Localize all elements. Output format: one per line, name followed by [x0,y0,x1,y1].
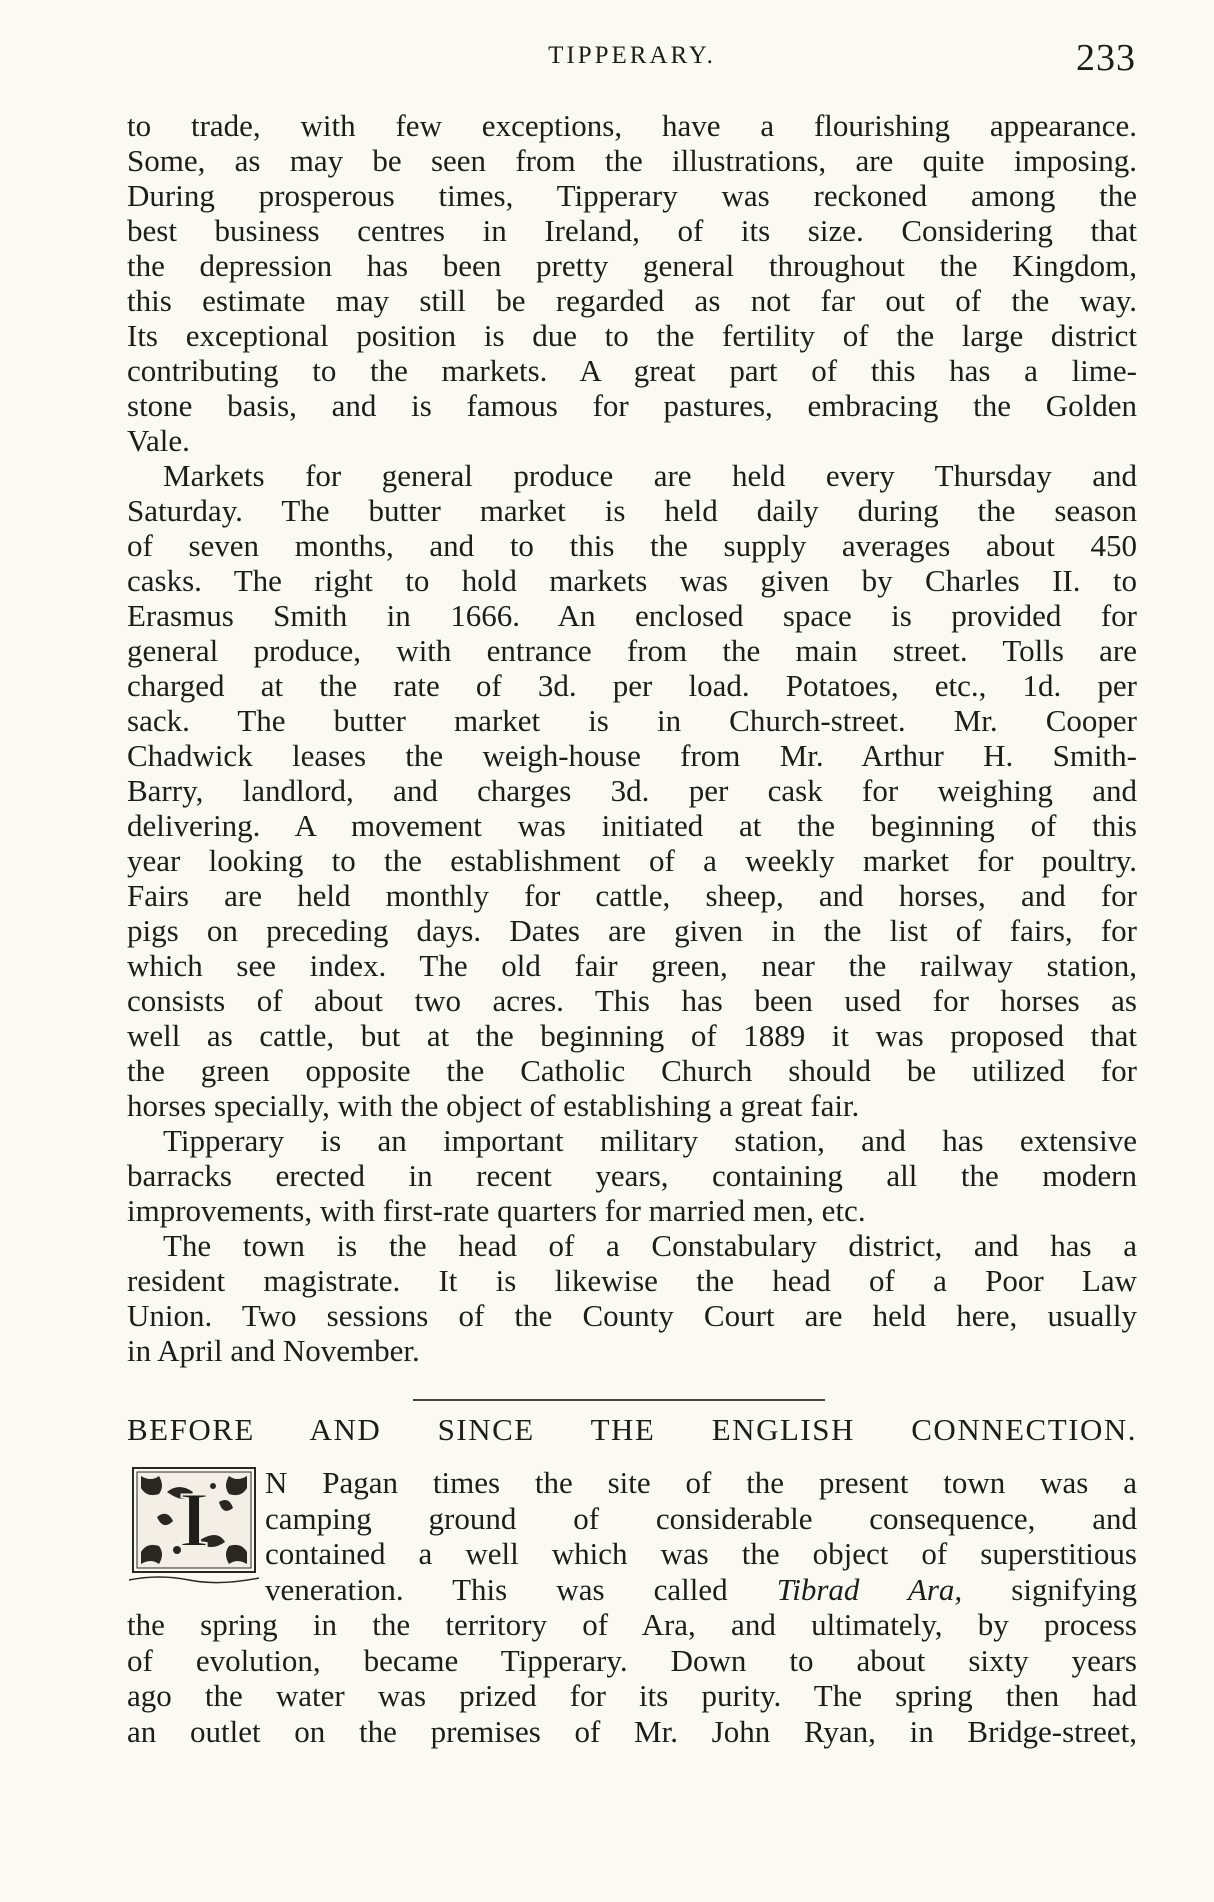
text-line: improvements, with first-rate quarters for married men, etc. [127,1193,866,1228]
text-line: contributing to the markets. A great part of this has a lime- [127,353,1137,388]
page-number: 233 [1076,37,1136,79]
text-line: Chadwick leases the weigh-house from Mr. Arthur H. Smith- [127,738,1137,773]
text-line: sack. The butter market is in Church-street. Mr. Cooper [127,703,1137,738]
text-line: Its exceptional position is due to the fertility of the large district [127,318,1137,353]
text-line: Erasmus Smith in 1666. An enclosed space is provided for [127,598,1137,633]
text-line: Some, as may be seen from the illustrations, are quite imposing. [127,143,1137,178]
section-heading: BEFORE AND SINCE THE ENGLISH CONNECTION. [127,1412,1137,1447]
text-line: general produce, with entrance from the main street. Tolls are [127,633,1137,668]
italic-term: Tibrad Ara, [776,1571,963,1607]
running-head [128,32,1136,79]
text-line: stone basis, and is famous for pastures, embracing the Golden [127,388,1137,423]
text-line: best business centres in Ireland, of its size. Considering that [127,213,1137,248]
text-line: in April and November. [127,1333,420,1368]
text-line: Union. Two sessions of the County Court are held here, usually [127,1298,1137,1333]
text-line: casks. The right to hold markets was given by Charles II. to [127,563,1137,598]
ornamental-initial-icon [127,1462,261,1586]
text-segment: signifying [962,1571,1137,1607]
text-line: year looking to the establishment of a weekly market for poultry. [127,843,1137,878]
ornamental-initial-i [127,1462,261,1586]
text-line: well as cattle, but at the beginning of 1889 it was proposed that [127,1018,1137,1053]
text-line: N Pagan times the site of the present town was a [265,1465,1137,1500]
text-line: contained a well which was the object of superstitious [265,1536,1137,1571]
text-line: which see index. The old fair green, near the railway station, [127,948,1137,983]
text-line: to trade, with few exceptions, have a flourishing appearance. [127,108,1137,143]
text-line: Vale. [127,423,190,458]
text-line: charged at the rate of 3d. per load. Potatoes, etc., 1d. per [127,668,1137,703]
text-line: an outlet on the premises of Mr. John Ryan, in Bridge-street, [127,1713,1137,1749]
text-line: pigs on preceding days. Dates are given in the list of fairs, for [127,913,1137,948]
text-line: Barry, landlord, and charges 3d. per cask for weighing and [127,773,1137,808]
text-line: ago the water was prized for its purity. The spring then had [127,1678,1137,1713]
text-line: The town is the head of a Constabulary district, and has a [163,1228,1137,1263]
text-line: of seven months, and to this the supply averages about 450 [127,528,1137,563]
text-line: horses specially, with the object of establishing a great fair. [127,1088,860,1123]
text-line: consists of about two acres. This has been used for horses as [127,983,1137,1018]
section-divider [413,1399,825,1401]
text-line: the spring in the territory of Ara, and ultimately, by process [127,1607,1137,1642]
text-line: barracks erected in recent years, containing all the modern [127,1158,1137,1193]
text-line: Fairs are held monthly for cattle, sheep, and horses, and for [127,878,1137,913]
text-line: the green opposite the Catholic Church should be utilized for [127,1053,1137,1088]
text-line: Markets for general produce are held every Thursday and [163,458,1137,493]
text-line: Tipperary is an important military station, and has extensive [163,1123,1137,1158]
text-line: During prosperous times, Tipperary was reckoned among the [127,178,1137,213]
text-line: this estimate may still be regarded as not far out of the way. [127,283,1137,318]
text-segment: veneration. This was called [265,1571,777,1607]
text-line: resident magistrate. It is likewise the head of a Poor Law [127,1263,1137,1298]
text-line: of evolution, became Tipperary. Down to about sixty years [127,1642,1137,1678]
section-body-text [127,1607,1137,1749]
drop-cap-lines [265,1465,1137,1607]
text-line: the depression has been pretty general throughout the Kingdom, [127,248,1137,283]
body-text [127,108,1137,1368]
text-line [265,1572,1137,1608]
text-line: Saturday. The butter market is held daily during the season [127,493,1137,528]
running-title: TIPPERARY. [548,42,716,69]
text-line: delivering. A movement was initiated at the beginning of this [127,808,1137,843]
svg-text:I: I [178,1476,210,1563]
text-line: camping ground of considerable consequence, and [265,1500,1137,1536]
